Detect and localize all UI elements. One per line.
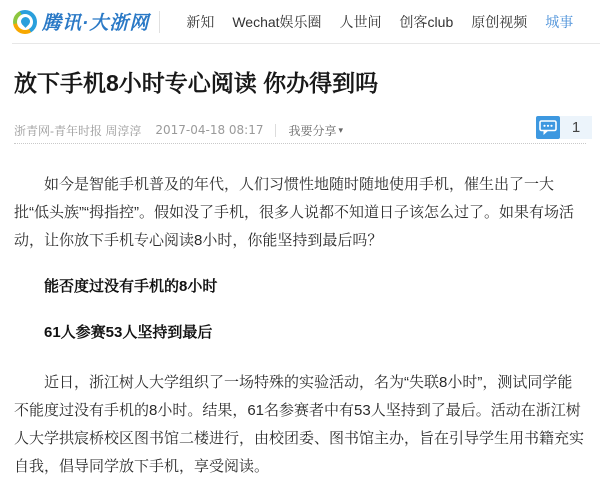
header-bottom-border	[12, 43, 600, 44]
paragraph-intro: 如今是智能手机普及的年代，人们习惯性地随时随地使用手机，催生出了一大批“低头族”“拇指控”。假如没了手机，很多人说都不知道日子该怎么过了。如果有场活动，让你放下手机专心阅读8小时，你能坚持到最后吗？	[14, 176, 574, 249]
subheading-61-entrants-53-lasted: 61人参赛53人坚持到最后	[44, 324, 213, 341]
byline-divider	[275, 124, 276, 137]
comment-bubble-icon[interactable]	[536, 116, 560, 139]
header-divider	[159, 11, 160, 33]
article-source: 浙青网-青年时报 周淳淳	[14, 123, 142, 138]
article-body	[14, 144, 586, 481]
nav-item-chengshi-active[interactable]: 城事	[545, 13, 574, 30]
main-nav	[186, 12, 573, 32]
nav-item-yuanchuang-shipin[interactable]: 原创视频	[471, 13, 528, 30]
tencent-logo-icon	[13, 10, 37, 34]
site-header	[0, 0, 600, 43]
site-logo-text: 腾讯·大浙网	[42, 13, 150, 34]
nav-item-xinzhi[interactable]: 新知	[186, 13, 215, 30]
caret-down-icon: ▾	[338, 124, 344, 135]
nav-item-renshijian[interactable]: 人世间	[339, 13, 382, 30]
article-title: 放下手机8小时专心阅读 你办得到吗	[14, 70, 379, 96]
article-container	[0, 68, 600, 481]
byline-row	[14, 118, 586, 142]
nav-item-wechat-yulequan[interactable]: Wechat娱乐圈	[232, 13, 322, 30]
comment-bubble-glyph	[539, 119, 557, 136]
share-button-label: 我要分享	[288, 123, 337, 138]
subheading-no-phone-8-hours: 能否度过没有手机的8小时	[44, 278, 218, 295]
share-button[interactable]	[288, 122, 343, 139]
logo-drop-shape	[19, 15, 32, 28]
nav-item-chuangke-club[interactable]: 创客club	[399, 13, 454, 30]
comment-widget[interactable]	[536, 116, 592, 139]
article-datetime: 2017-04-18 08:17	[155, 123, 264, 137]
paragraph-event-details: 近日，浙江树人大学组织了一场特殊的实验活动，名为“失联8小时”，测试同学能不能度过没有手机的8小时。结果，61名参赛者中有53人坚持到了最后。活动在浙江树人大学拱宸桥校区图书馆二楼进行，由校团委、图书馆主办，旨在引导学生用书籍充实自我，倡导同学放下手机，享受阅读。	[14, 374, 585, 475]
comment-count[interactable]: 1	[560, 116, 592, 139]
site-logo[interactable]	[13, 8, 149, 35]
